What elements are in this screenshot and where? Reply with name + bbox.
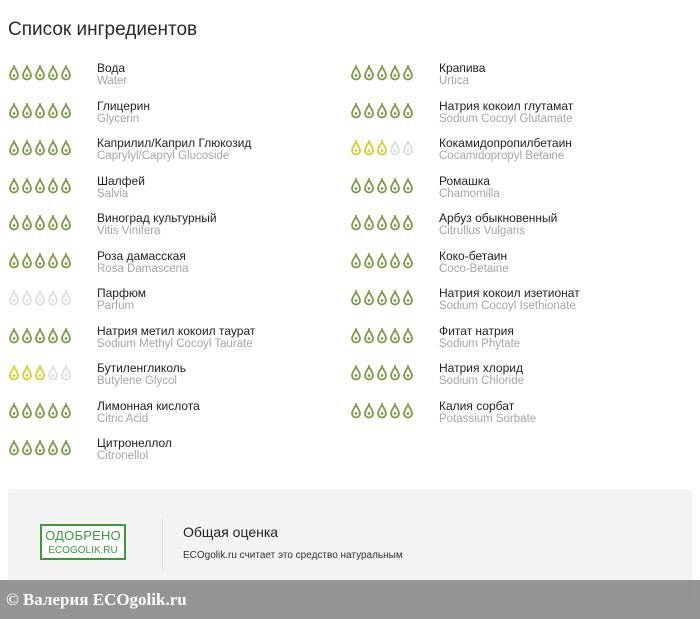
ingredient-item[interactable]	[350, 362, 679, 388]
leaf-drop-icon	[60, 65, 72, 81]
leaf-drop-icon	[47, 103, 59, 119]
ingredient-name-ru: Натрия хлорид	[439, 361, 523, 375]
ingredient-rating	[350, 212, 439, 231]
ingredient-names	[97, 250, 337, 276]
ingredient-names	[439, 362, 679, 388]
leaf-drop-icon	[21, 328, 33, 344]
leaf-drop-icon	[34, 290, 46, 306]
leaf-drop-icon	[8, 65, 20, 81]
ingredient-item[interactable]	[8, 137, 337, 163]
ingredient-rating	[8, 62, 97, 81]
leaf-drop-icon	[376, 253, 388, 269]
leaf-drop-icon	[363, 103, 375, 119]
leaf-drop-icon	[47, 440, 59, 456]
leaf-drop-icon	[350, 178, 362, 194]
ingredient-name-latin: Sodium Chloride	[439, 375, 525, 387]
leaf-drop-icon	[60, 178, 72, 194]
ingredient-name-latin: Glycerin	[97, 112, 140, 125]
ingredient-name-latin: Chamomilla	[439, 187, 500, 200]
ingredient-name-ru: Виноград культурный	[97, 211, 217, 225]
ingredient-item[interactable]	[8, 212, 337, 238]
overall-rating-text: ECOgolik.ru считает это средство натуральным	[183, 550, 403, 561]
leaf-drop-icon	[8, 140, 20, 156]
divider	[162, 519, 163, 571]
leaf-drop-icon	[8, 178, 20, 194]
overall-rating-heading: Общая оценка	[183, 524, 279, 540]
leaf-drop-icon	[34, 365, 46, 381]
leaf-drop-icon	[34, 65, 46, 81]
ingredient-names	[97, 287, 337, 313]
leaf-drop-icon	[21, 290, 33, 306]
ingredient-name-latin: Caprylyl/Capryl Glucoside	[97, 150, 230, 162]
ingredient-names	[439, 212, 679, 238]
leaf-drop-icon	[350, 365, 362, 381]
leaf-drop-icon	[363, 365, 375, 381]
leaf-drop-icon	[389, 103, 401, 119]
ingredient-item[interactable]	[8, 325, 337, 351]
approved-badge-site: ECOGOLIK.RU	[48, 545, 118, 556]
ingredient-rating	[350, 175, 439, 194]
leaf-drop-icon	[60, 290, 72, 306]
leaf-drop-icon	[60, 140, 72, 156]
leaf-drop-icon	[47, 65, 59, 81]
ingredient-item[interactable]	[8, 62, 337, 88]
leaf-drop-icon	[47, 178, 59, 194]
ingredient-names	[439, 137, 679, 163]
ingredient-names	[439, 250, 679, 276]
ingredient-name-ru: Роза дамасская	[97, 248, 186, 263]
ingredient-name-latin: Potassium Sorbate	[439, 412, 537, 425]
ingredient-rating	[350, 325, 439, 344]
leaf-drop-icon	[8, 365, 20, 381]
leaf-drop-icon	[21, 65, 33, 81]
ingredient-name-ru: Натрия метил кокоил таурат	[97, 323, 256, 338]
ingredient-rating	[350, 100, 439, 119]
leaf-drop-icon	[21, 215, 33, 231]
leaf-drop-icon	[8, 290, 20, 306]
leaf-drop-icon	[21, 103, 33, 119]
leaf-drop-icon	[47, 328, 59, 344]
ingredient-name-ru: Парфюм	[97, 286, 146, 300]
ingredient-item[interactable]	[350, 100, 679, 126]
leaf-drop-icon	[376, 403, 388, 419]
leaf-drop-icon	[60, 253, 72, 269]
leaf-drop-icon	[34, 215, 46, 231]
leaf-drop-icon	[363, 328, 375, 344]
ingredient-item[interactable]	[350, 175, 679, 201]
ingredient-name-ru: Шалфей	[97, 173, 145, 188]
ingredient-item[interactable]	[350, 325, 679, 351]
ingredient-names	[439, 62, 679, 88]
ingredient-names	[97, 400, 337, 426]
page-title: Список ингредиентов	[8, 19, 198, 40]
leaf-drop-icon	[60, 403, 72, 419]
leaf-drop-icon	[350, 65, 362, 81]
ingredient-name-latin: Citrullus Vulgaris	[439, 225, 525, 237]
leaf-drop-icon	[60, 215, 72, 231]
ingredient-item[interactable]	[350, 400, 679, 426]
ingredient-item[interactable]	[350, 137, 679, 163]
ingredient-rating	[8, 400, 97, 419]
leaf-drop-icon	[402, 328, 414, 344]
leaf-drop-icon	[389, 328, 401, 344]
ingredient-rating	[8, 437, 97, 456]
ingredient-name-ru: Кокамидопропилбетаин	[439, 136, 572, 150]
ingredient-names	[97, 325, 337, 351]
ingredient-name-ru: Бутиленгликоль	[97, 361, 186, 375]
ingredient-rating	[350, 287, 439, 306]
leaf-drop-icon	[350, 140, 362, 156]
ingredient-rating	[8, 100, 97, 119]
ingredient-item[interactable]	[350, 212, 679, 238]
ingredient-name-ru: Ромашка	[439, 173, 490, 188]
leaf-drop-icon	[350, 215, 362, 231]
ingredient-rating	[8, 212, 97, 231]
leaf-drop-icon	[21, 253, 33, 269]
ingredient-name-latin: Sodium Phytate	[439, 337, 521, 350]
leaf-drop-icon	[402, 140, 414, 156]
ingredient-names	[439, 175, 679, 201]
approved-badge	[40, 524, 126, 560]
ingredient-name-latin: Butylene Glycol	[97, 375, 177, 387]
ingredient-item[interactable]	[8, 175, 337, 201]
approved-badge-title: ОДОБРЕНО	[45, 528, 121, 543]
leaf-drop-icon	[21, 365, 33, 381]
ingredient-name-latin: Citronellol	[97, 450, 149, 462]
leaf-drop-icon	[350, 253, 362, 269]
ingredient-names	[97, 362, 337, 388]
leaf-drop-icon	[47, 403, 59, 419]
leaf-drop-icon	[402, 365, 414, 381]
ingredient-name-ru: Натрия кокоил глутамат	[439, 98, 574, 113]
ingredient-name-latin: Coco-Betaine	[439, 262, 509, 275]
leaf-drop-icon	[363, 140, 375, 156]
leaf-drop-icon	[376, 215, 388, 231]
ingredient-rating	[350, 400, 439, 419]
ingredient-rating	[350, 137, 439, 156]
leaf-drop-icon	[47, 215, 59, 231]
leaf-drop-icon	[402, 65, 414, 81]
ingredient-name-ru: Калия сорбат	[439, 398, 515, 413]
ingredient-item[interactable]	[350, 62, 679, 88]
leaf-drop-icon	[350, 328, 362, 344]
ingredient-name-latin: Citric Acid	[97, 412, 149, 425]
ingredient-item[interactable]	[8, 437, 337, 463]
ingredient-name-ru: Коко-бетаин	[439, 248, 508, 263]
leaf-drop-icon	[389, 290, 401, 306]
leaf-drop-icon	[402, 403, 414, 419]
ingredient-names	[439, 287, 679, 313]
ingredient-names	[97, 100, 337, 126]
ingredient-name-latin: Cocamidopropyl Betaine	[439, 150, 565, 162]
leaf-drop-icon	[60, 440, 72, 456]
ingredient-name-latin: Sodium Methyl Cocoyl Taurate	[97, 337, 253, 350]
ingredient-rating	[8, 287, 97, 306]
ingredient-item[interactable]	[8, 250, 337, 276]
leaf-drop-icon	[8, 103, 20, 119]
ingredient-name-latin: Urtica	[439, 75, 470, 87]
leaf-drop-icon	[402, 215, 414, 231]
ingredient-rating	[350, 362, 439, 381]
leaf-drop-icon	[21, 403, 33, 419]
leaf-drop-icon	[376, 65, 388, 81]
leaf-drop-icon	[47, 365, 59, 381]
ingredient-names	[97, 175, 337, 201]
leaf-drop-icon	[350, 103, 362, 119]
ingredient-name-latin: Parfum	[97, 300, 135, 312]
ingredient-name-ru: Вода	[97, 61, 126, 75]
leaf-drop-icon	[60, 328, 72, 344]
leaf-drop-icon	[363, 178, 375, 194]
leaf-drop-icon	[402, 290, 414, 306]
ingredient-names	[439, 100, 679, 126]
ingredient-rating	[8, 175, 97, 194]
leaf-drop-icon	[34, 103, 46, 119]
leaf-drop-icon	[34, 328, 46, 344]
leaf-drop-icon	[34, 253, 46, 269]
ingredient-names	[439, 325, 679, 351]
ingredient-names	[439, 400, 679, 426]
leaf-drop-icon	[47, 253, 59, 269]
leaf-drop-icon	[60, 103, 72, 119]
leaf-drop-icon	[376, 140, 388, 156]
ingredient-name-latin: Water	[97, 75, 128, 87]
ingredient-rating	[8, 325, 97, 344]
ingredient-rating	[8, 250, 97, 269]
ingredient-name-latin: Salvia	[97, 187, 129, 200]
ingredient-name-latin: Rosa Damascena	[97, 262, 189, 275]
ingredient-item[interactable]	[350, 287, 679, 313]
ingredient-names	[97, 212, 337, 238]
ingredient-name-ru: Лимонная кислота	[97, 398, 200, 413]
ingredient-name-ru: Натрия кокоил изетионат	[439, 286, 580, 300]
ingredient-item[interactable]	[350, 250, 679, 276]
leaf-drop-icon	[8, 253, 20, 269]
leaf-drop-icon	[389, 178, 401, 194]
leaf-drop-icon	[350, 290, 362, 306]
ingredient-item[interactable]	[8, 100, 337, 126]
leaf-drop-icon	[34, 440, 46, 456]
ingredient-names	[97, 437, 337, 463]
leaf-drop-icon	[389, 140, 401, 156]
ingredient-name-ru: Крапива	[439, 61, 486, 75]
leaf-drop-icon	[376, 365, 388, 381]
leaf-drop-icon	[363, 253, 375, 269]
leaf-drop-icon	[21, 178, 33, 194]
leaf-drop-icon	[389, 403, 401, 419]
ingredient-names	[97, 62, 337, 88]
leaf-drop-icon	[376, 103, 388, 119]
leaf-drop-icon	[60, 365, 72, 381]
ingredient-item[interactable]	[8, 400, 337, 426]
leaf-drop-icon	[402, 103, 414, 119]
ingredient-rating	[350, 250, 439, 269]
ingredient-name-ru: Цитронеллол	[97, 436, 172, 450]
ingredient-name-ru: Фитат натрия	[439, 323, 514, 338]
leaf-drop-icon	[363, 290, 375, 306]
ingredient-rating	[8, 362, 97, 381]
leaf-drop-icon	[350, 403, 362, 419]
ingredient-name-ru: Глицерин	[97, 98, 150, 113]
ingredient-name-latin: Vitis Vinifera	[97, 225, 161, 237]
ingredient-item[interactable]	[8, 362, 337, 388]
leaf-drop-icon	[47, 290, 59, 306]
leaf-drop-icon	[363, 215, 375, 231]
leaf-drop-icon	[21, 440, 33, 456]
ingredient-name-latin: Sodium Cocoyl Isethionate	[439, 300, 576, 312]
leaf-drop-icon	[363, 403, 375, 419]
leaf-drop-icon	[8, 215, 20, 231]
ingredient-item[interactable]	[8, 287, 337, 313]
ingredient-rating	[350, 62, 439, 81]
leaf-drop-icon	[376, 178, 388, 194]
ingredient-name-ru: Каприлил/Каприл Глюкозид	[97, 136, 252, 150]
leaf-drop-icon	[8, 403, 20, 419]
leaf-drop-icon	[34, 178, 46, 194]
leaf-drop-icon	[389, 365, 401, 381]
leaf-drop-icon	[376, 290, 388, 306]
ingredient-name-ru: Арбуз обыкновенный	[439, 211, 558, 225]
leaf-drop-icon	[34, 140, 46, 156]
leaf-drop-icon	[402, 178, 414, 194]
ingredient-names	[97, 137, 337, 163]
copyright-watermark: © Валерия ECOgolik.ru	[0, 580, 700, 619]
leaf-drop-icon	[8, 328, 20, 344]
leaf-drop-icon	[47, 140, 59, 156]
leaf-drop-icon	[402, 253, 414, 269]
leaf-drop-icon	[376, 328, 388, 344]
leaf-drop-icon	[8, 440, 20, 456]
leaf-drop-icon	[389, 253, 401, 269]
leaf-drop-icon	[34, 403, 46, 419]
leaf-drop-icon	[363, 65, 375, 81]
ingredient-rating	[8, 137, 97, 156]
leaf-drop-icon	[21, 140, 33, 156]
leaf-drop-icon	[389, 65, 401, 81]
ingredient-name-latin: Sodium Cocoyl Glutamate	[439, 112, 573, 125]
leaf-drop-icon	[389, 215, 401, 231]
